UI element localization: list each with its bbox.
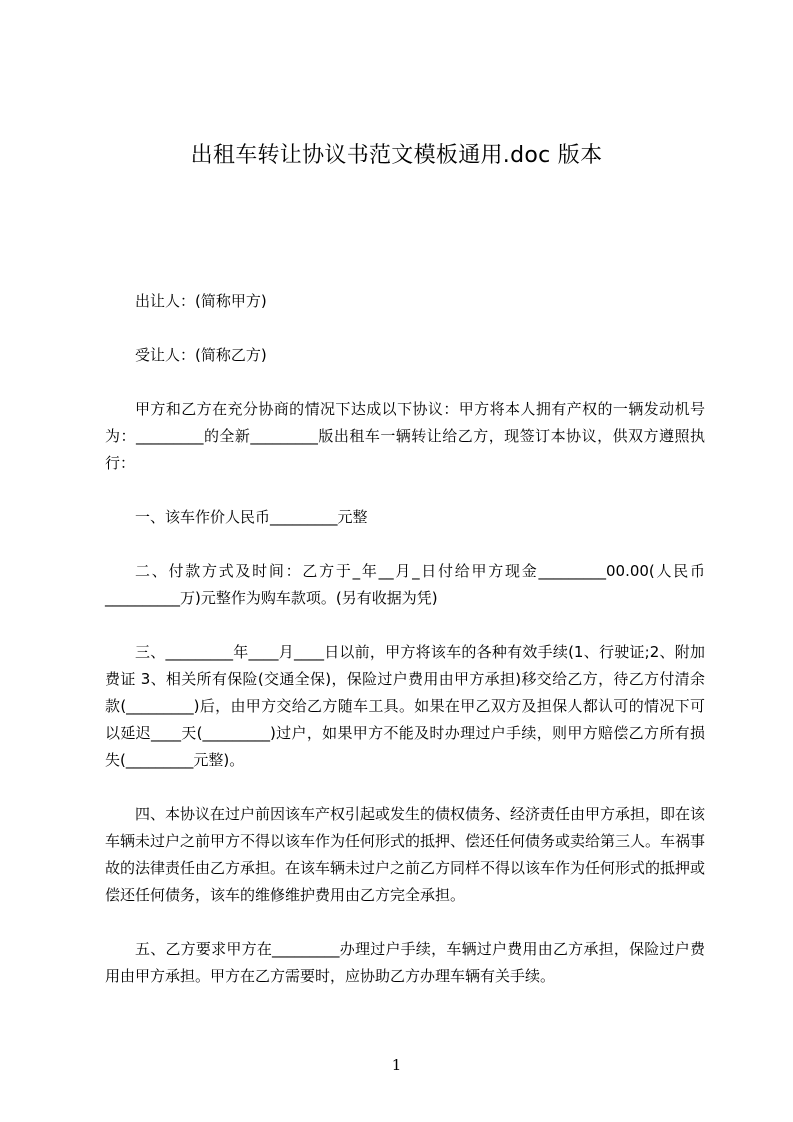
clause-1-price: 一、该车作价人民币_________元整 [135, 508, 368, 526]
document-body [105, 288, 705, 1017]
page-number: 1 [391, 1056, 402, 1074]
paragraph-transferor: 出让人：(简称甲方) [135, 292, 267, 310]
document-title: 出租车转让协议书范文模板通用.doc 版本 [190, 143, 603, 168]
paragraph-preamble: 甲方和乙方在充分协商的情况下达成以下协议：甲方将本人拥有产权的一辆发动机号为：_________的全新_________版出租车一辆转让给乙方，现签订本协议，供双方遵照执行： [105, 400, 705, 472]
clause-2-payment: 二、付款方式及时间：乙方于_年__月_日付给甲方现金_________00.00(人民币__________万)元整作为购车款项。(另有收据为凭) [105, 562, 705, 607]
clause-5-transfer: 五、乙方要求甲方在_________办理过户手续，车辆过户费用由乙方承担，保险过户费用由甲方承担。甲方在乙方需要时，应协助乙方办理车辆有关手续。 [105, 940, 705, 985]
clause-4-liability: 四、本协议在过户前因该车产权引起或发生的债权债务、经济责任由甲方承担，即在该车辆未过户之前甲方不得以该车作为任何形式的抵押、偿还任何债务或卖给第三人。车祸事故的法律责任由乙方承担。在该车辆未过户之前乙方同样不得以该车作为任何形式的抵押或偿还任何债务，该车的维修维护费用由乙方完全承担。 [105, 805, 706, 904]
clause-3-handover: 三、_________年____月____日以前，甲方将该车的各种有效手续(1、行驶证;2、附加费证 3、相关所有保险(交通全保)，保险过户费用由甲方承担)移交给乙方，待乙方付清余款(_________)后，由甲方交给乙方随车工具。如果在甲乙双方及担保人都认可的情况下可以延迟____天(_________)过户，如果甲方不能及时办理过户手续，则甲方赔偿乙方所有损失(_________元整)。 [105, 643, 705, 769]
paragraph-transferee: 受让人：(简称乙方) [135, 346, 267, 364]
